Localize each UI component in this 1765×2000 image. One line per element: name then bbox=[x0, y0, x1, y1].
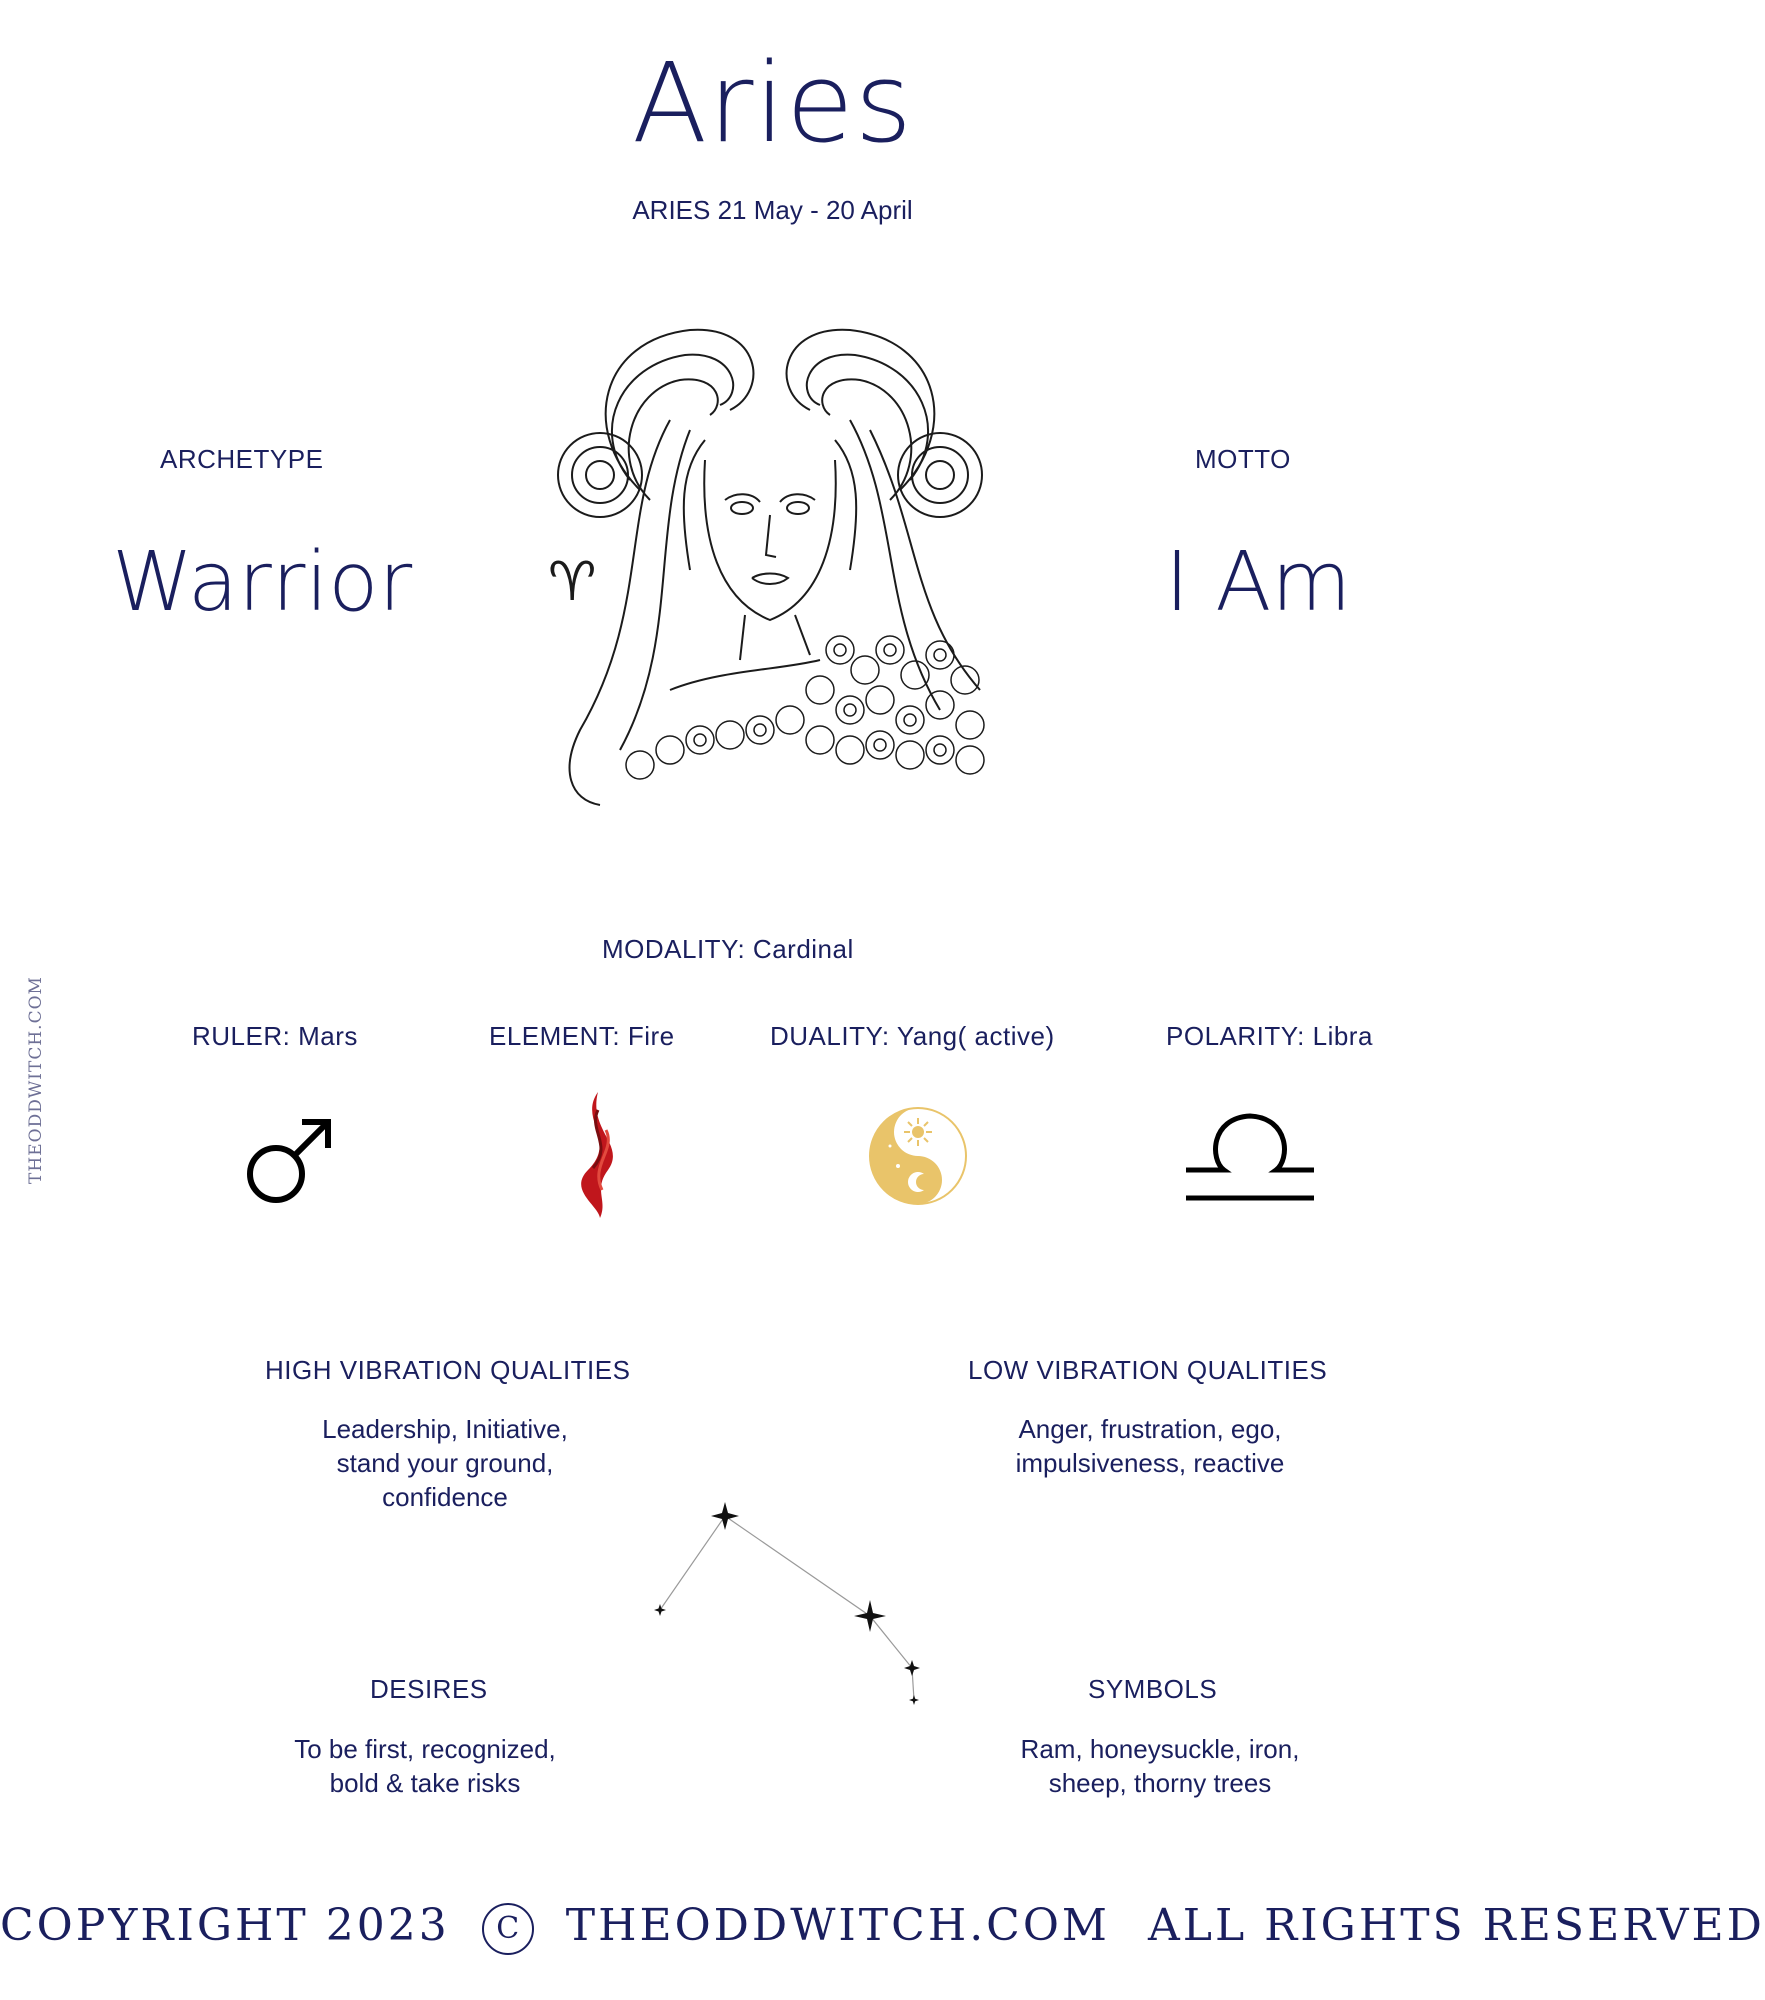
side-watermark: THEODDWITCH.COM bbox=[26, 976, 46, 1184]
desires-text bbox=[225, 1732, 625, 1800]
archetype-value: Warrior bbox=[112, 535, 413, 630]
mars-symbol-icon bbox=[240, 1110, 340, 1210]
low-vibration-text bbox=[950, 1412, 1350, 1480]
symbols-line: sheep, thorny trees bbox=[1048, 1768, 1272, 1798]
motto-label: MOTTO bbox=[1195, 444, 1291, 474]
modality-label: MODALITY: Cardinal bbox=[602, 934, 854, 964]
archetype-label: ARCHETYPE bbox=[160, 444, 324, 474]
desires-line: To be first, recognized, bbox=[294, 1734, 556, 1764]
date-range: ARIES 21 May - 20 April bbox=[632, 195, 913, 225]
symbols-line: Ram, honeysuckle, iron, bbox=[1020, 1734, 1300, 1764]
high-vibration-text bbox=[245, 1412, 645, 1514]
low-vibration-line: Anger, frustration, ego, bbox=[1018, 1414, 1282, 1444]
aries-glyph: ♈ bbox=[548, 550, 597, 613]
footer-rights: ALL RIGHTS RESERVED bbox=[1147, 1900, 1765, 1951]
page-title: Aries bbox=[631, 39, 914, 167]
desires-line: bold & take risks bbox=[329, 1768, 521, 1798]
low-vibration-title: LOW VIBRATION QUALITIES bbox=[968, 1355, 1328, 1385]
desires-title: DESIRES bbox=[370, 1674, 488, 1704]
flame-icon bbox=[568, 1090, 628, 1220]
yin-yang-icon bbox=[868, 1106, 968, 1206]
high-vibration-line: confidence bbox=[382, 1482, 508, 1512]
symbols-title: SYMBOLS bbox=[1088, 1674, 1218, 1704]
element-label: ELEMENT: Fire bbox=[489, 1021, 675, 1051]
duality-label: DUALITY: Yang( active) bbox=[770, 1021, 1055, 1051]
footer-copyright: COPYRIGHT 2023 bbox=[0, 1900, 450, 1951]
aries-constellation-icon bbox=[640, 1490, 940, 1710]
libra-symbol-icon bbox=[1180, 1098, 1320, 1210]
polarity-label: POLARITY: Libra bbox=[1166, 1021, 1373, 1051]
copyright-icon: C bbox=[482, 1903, 534, 1955]
footer bbox=[0, 1900, 1765, 1955]
high-vibration-line: Leadership, Initiative, bbox=[322, 1414, 568, 1444]
footer-site: THEODDWITCH.COM bbox=[565, 1900, 1110, 1951]
ram-horned-woman-illustration bbox=[520, 310, 1020, 810]
ruler-label: RULER: Mars bbox=[192, 1021, 358, 1051]
low-vibration-line: impulsiveness, reactive bbox=[1015, 1448, 1285, 1478]
high-vibration-line: stand your ground, bbox=[336, 1448, 554, 1478]
motto-value: I Am bbox=[1165, 535, 1352, 630]
symbols-text bbox=[960, 1732, 1360, 1800]
high-vibration-title: HIGH VIBRATION QUALITIES bbox=[265, 1355, 631, 1385]
